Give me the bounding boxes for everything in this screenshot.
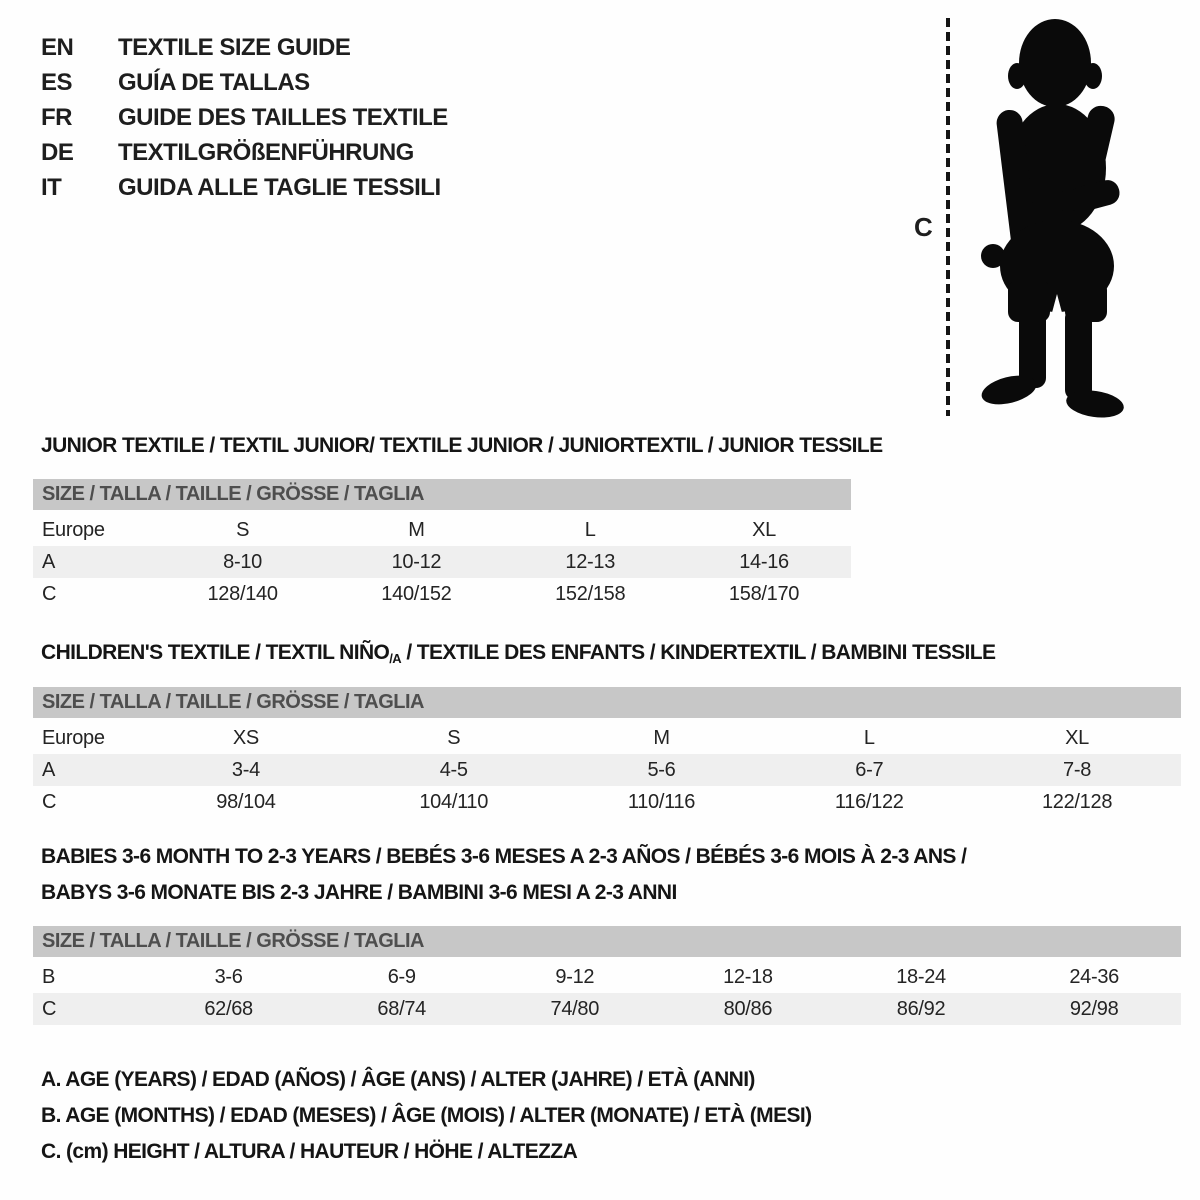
table-row-height xyxy=(33,578,851,610)
age-value: 6-7 xyxy=(855,758,884,781)
age-value: 3-4 xyxy=(231,758,260,781)
age-months-value: 3-6 xyxy=(214,965,243,988)
age-value: 14-16 xyxy=(739,550,789,573)
age-value: 12-13 xyxy=(565,550,616,573)
size-value: XS xyxy=(232,726,259,749)
language-code: IT xyxy=(41,173,62,201)
age-value: 4-5 xyxy=(439,758,468,781)
age-value: 7-8 xyxy=(1063,758,1092,781)
junior-section-title: JUNIOR TEXTILE / TEXTIL JUNIOR/ TEXTILE JUNIOR / JUNIORTEXTIL / JUNIOR TESSILE xyxy=(41,434,883,457)
language-row-de xyxy=(41,135,448,170)
size-value: M xyxy=(408,518,425,541)
junior-size-header: SIZE / TALLA / TAILLE / GRÖSSE / TAGLIA xyxy=(33,479,851,510)
legend-height-cm: C. (cm) HEIGHT / ALTURA / HAUTEUR / HÖHE / ALTEZZA xyxy=(41,1140,578,1163)
size-value: M xyxy=(653,726,670,749)
age-months-value: 12-18 xyxy=(723,965,773,988)
children-section-title xyxy=(41,641,995,666)
children-title-suffix: / TEXTILE DES ENFANTS / KINDERTEXTIL / BAMBINI TESSILE xyxy=(401,641,996,664)
table-row-age-months xyxy=(33,961,1181,993)
language-row-it xyxy=(41,170,448,205)
language-row-fr xyxy=(41,100,448,135)
size-value: L xyxy=(584,518,596,541)
language-code: ES xyxy=(41,68,73,96)
children-size-header: SIZE / TALLA / TAILLE / GRÖSSE / TAGLIA xyxy=(33,687,1181,718)
guide-title-de: TEXTILGRÖßENFÜHRUNG xyxy=(118,138,414,166)
row-label: Europe xyxy=(42,518,105,541)
language-code: EN xyxy=(41,33,74,61)
children-title-subscript: /A xyxy=(389,651,402,666)
height-value: 80/86 xyxy=(723,997,773,1020)
age-value: 10-12 xyxy=(391,550,442,573)
babies-section-title-line1: BABIES 3-6 MONTH TO 2-3 YEARS / BEBÉS 3-6 MESES A 2-3 AÑOS / BÉBÉS 3-6 MOIS À 2-3 ANS / xyxy=(41,845,967,868)
toddler-silhouette-icon xyxy=(963,18,1143,420)
table-row-age xyxy=(33,754,1181,786)
junior-size-table xyxy=(33,479,851,610)
height-measure-label: C xyxy=(914,212,933,242)
height-value: 140/152 xyxy=(381,582,452,605)
guide-title-en: TEXTILE SIZE GUIDE xyxy=(118,33,351,61)
height-value: 158/170 xyxy=(728,582,800,605)
measurement-legend xyxy=(41,1068,812,1176)
babies-size-header: SIZE / TALLA / TAILLE / GRÖSSE / TAGLIA xyxy=(33,926,1181,957)
table-row-height xyxy=(33,786,1181,818)
language-title-list xyxy=(41,30,448,205)
language-code: FR xyxy=(41,103,72,131)
height-value: 74/80 xyxy=(550,997,600,1020)
legend-age-years: A. AGE (YEARS) / EDAD (AÑOS) / ÂGE (ANS) / ALTER (JAHRE) / ETÀ (ANNI) xyxy=(41,1068,755,1091)
size-value: S xyxy=(236,518,250,541)
height-value: 104/110 xyxy=(419,790,489,813)
table-row-age xyxy=(33,546,851,578)
babies-size-table xyxy=(33,926,1181,1025)
age-months-value: 24-36 xyxy=(1069,965,1119,988)
height-value: 92/98 xyxy=(1069,997,1119,1020)
age-value: 8-10 xyxy=(223,550,263,573)
table-row-europe xyxy=(33,514,851,546)
table-row-height xyxy=(33,993,1181,1025)
age-months-value: 18-24 xyxy=(896,965,946,988)
age-value: 5-6 xyxy=(647,758,676,781)
size-value: XL xyxy=(752,518,776,541)
language-row-en xyxy=(41,30,448,65)
row-label: A xyxy=(42,550,56,573)
row-label: B xyxy=(42,965,56,988)
height-value: 152/158 xyxy=(555,582,626,605)
row-label: C xyxy=(42,997,57,1020)
babies-section-title-line2: BABYS 3-6 MONATE BIS 2-3 JAHRE / BAMBINI 3-6 MESI A 2-3 ANNI xyxy=(41,881,677,904)
height-value: 98/104 xyxy=(216,790,276,813)
height-value: 128/140 xyxy=(207,582,278,605)
height-value: 62/68 xyxy=(204,997,253,1020)
size-value: L xyxy=(863,726,875,749)
height-value: 110/116 xyxy=(627,790,696,813)
language-code: DE xyxy=(41,138,74,166)
language-row-es xyxy=(41,65,448,100)
height-value: 68/74 xyxy=(377,997,426,1020)
height-value: 116/122 xyxy=(834,790,904,813)
guide-title-it: GUIDA ALLE TAGLIE TESSILI xyxy=(118,173,441,201)
row-label: C xyxy=(42,790,57,813)
row-label: C xyxy=(42,582,57,605)
age-months-value: 6-9 xyxy=(387,965,416,988)
size-value: XL xyxy=(1065,726,1089,749)
guide-title-fr: GUIDE DES TAILLES TEXTILE xyxy=(118,103,448,131)
age-months-value: 9-12 xyxy=(555,965,595,988)
height-measure-dashed-line xyxy=(946,18,950,416)
row-label: A xyxy=(42,758,56,781)
guide-title-es: GUÍA DE TALLAS xyxy=(118,68,310,96)
legend-age-months: B. AGE (MONTHS) / EDAD (MESES) / ÂGE (MOIS) / ALTER (MONATE) / ETÀ (MESI) xyxy=(41,1104,812,1127)
row-label: Europe xyxy=(42,726,105,749)
table-row-europe xyxy=(33,722,1181,754)
children-size-table xyxy=(33,687,1181,818)
height-value: 86/92 xyxy=(896,997,946,1020)
size-value: S xyxy=(447,726,461,749)
children-title-prefix: CHILDREN'S TEXTILE / TEXTIL NIÑO xyxy=(41,641,390,664)
height-value: 122/128 xyxy=(1041,790,1113,813)
